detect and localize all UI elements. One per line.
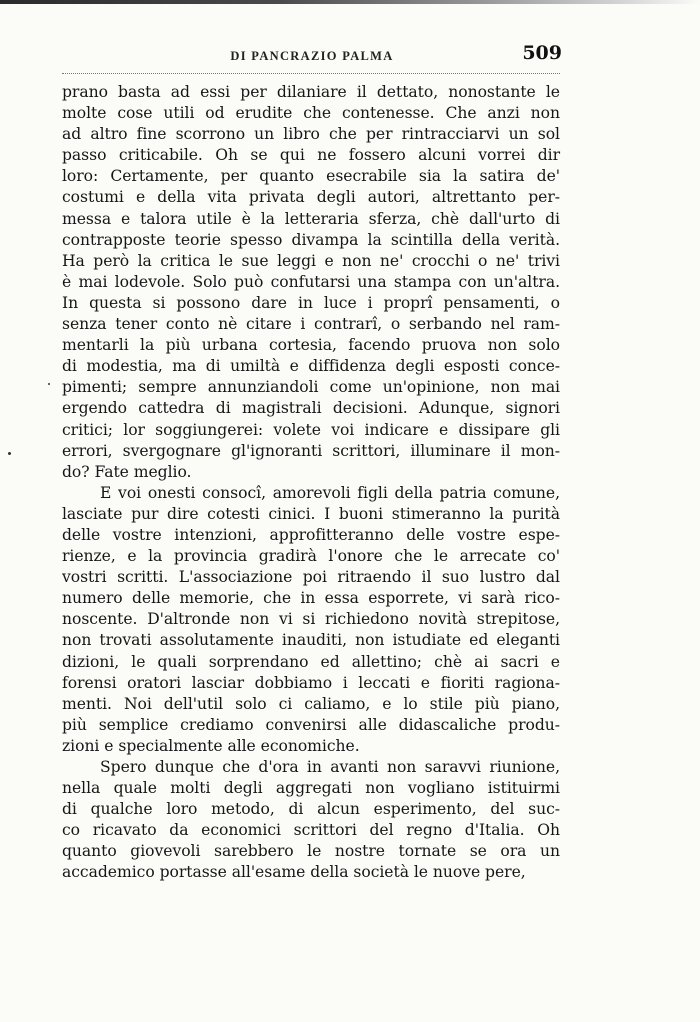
text-line: passo criticabile. Oh se qui ne fossero alcuni vorrei dir: [62, 146, 560, 165]
text-line: numero delle memorie, che in essa esporrete, vi sarà rico-: [62, 589, 560, 608]
text-line: prano basta ad essi per dilaniare il dettato, nonostante le: [62, 83, 560, 101]
page-number: 509: [522, 42, 562, 64]
text-line: menti. Noi dell'util solo ci caliamo, e lo stile più piano,: [62, 694, 560, 713]
text-line: lasciate pur dire cotesti cinici. I buoni stimeranno la purità: [62, 504, 560, 523]
text-line: vostri scritti. L'associazione poi ritraendo il suo lustro dal: [62, 568, 560, 587]
text-line: quanto giovevoli sarebbero le nostre tornate se ora un: [62, 842, 560, 861]
text-line: accademico portasse all'esame della società le nuove pere,: [62, 863, 526, 882]
text-line: di qualche loro metodo, di alcun esperimento, del suc-: [62, 800, 560, 819]
running-head-title: DI PANCRAZIO PALMA: [230, 49, 394, 63]
text-line: nella quale molti degli aggregati non vogliano istituirmi: [62, 779, 560, 798]
text-line: delle vostre intenzioni, approfitteranno delle vostre espe-: [62, 525, 560, 544]
text-line: zioni e specialmente alle economiche.: [62, 736, 360, 755]
text-line: più semplice crediamo convenirsi alle didascaliche produ-: [62, 715, 560, 734]
text-line: ad altro fine scorrono un libro che per rintracciarvi un sol: [62, 125, 560, 144]
text-line: contrapposte teorie spesso divampa la scintilla della verità.: [62, 230, 560, 249]
text-line: è mai lodevole. Solo può confutarsi una stampa con un'altra.: [62, 272, 560, 291]
text-line: critici; lor soggiungerei: volete voi indicare e dissipare gli: [62, 420, 560, 439]
text-line: do? Fate meglio.: [62, 462, 192, 481]
paragraph: [62, 757, 560, 884]
text-line: senza tener conto nè citare i contrarî, o serbando nel ram-: [62, 315, 560, 334]
paragraph: [62, 82, 560, 483]
text-line: messa e talora utile è la letteraria sferza, chè dall'urto di: [62, 209, 560, 228]
text-line: ergendo cattedra di magistrali decisioni. Adunque, signori: [62, 399, 560, 418]
text-line: Ha però la critica le sue leggi e non ne' crocchi o ne' trivi: [62, 251, 560, 270]
text-line: co ricavato da economici scrittori del regno d'Italia. Oh: [62, 821, 560, 840]
text-line: loro: Certamente, per quanto esecrabile sia la satira de': [62, 167, 560, 186]
text-line: mentarli la più urbana cortesia, facendo pruova non solo: [62, 336, 560, 355]
text-line: costumi e della vita privata degli autori, altrettanto per-: [62, 188, 560, 207]
body-text: [62, 82, 560, 884]
text-line: In questa si possono dare in luce i proprî pensamenti, o: [62, 293, 560, 312]
text-line: non trovati assolutamente inauditi, non istudiate ed eleganti: [62, 631, 560, 650]
ink-speck: [8, 452, 11, 455]
text-line: molte cose utili od erudite che contenesse. Che anzi non: [62, 104, 560, 123]
text-line: E voi onesti consocî, amorevoli figli della patria comune,: [100, 483, 560, 502]
header-rule: [62, 73, 560, 74]
text-line: pimenti; sempre annunziandoli come un'opinione, non mai: [62, 378, 560, 397]
text-line: errori, svergognare gl'ignoranti scrittori, illuminare il mon-: [62, 441, 560, 460]
ink-speck: [48, 383, 50, 385]
text-line: dizioni, le quali sorprendano ed allettino; chè ai sacri e: [62, 652, 560, 671]
text-line: rienze, e la provincia gradirà l'onore che le arrecate co': [62, 547, 560, 566]
text-line: noscente. D'altronde non vi si richiedono novità strepitose,: [62, 610, 560, 629]
text-line: Spero dunque che d'ora in avanti non saravvi riunione,: [100, 758, 560, 776]
running-header: [62, 40, 562, 70]
text-line: di modestia, ma di umiltà e diffidenza degli esposti conce-: [62, 357, 560, 376]
page-top-edge-shadow: [0, 0, 700, 4]
text-line: forensi oratori lasciar dobbiamo i leccati e fioriti ragiona-: [62, 673, 560, 692]
paragraph: [62, 483, 560, 757]
